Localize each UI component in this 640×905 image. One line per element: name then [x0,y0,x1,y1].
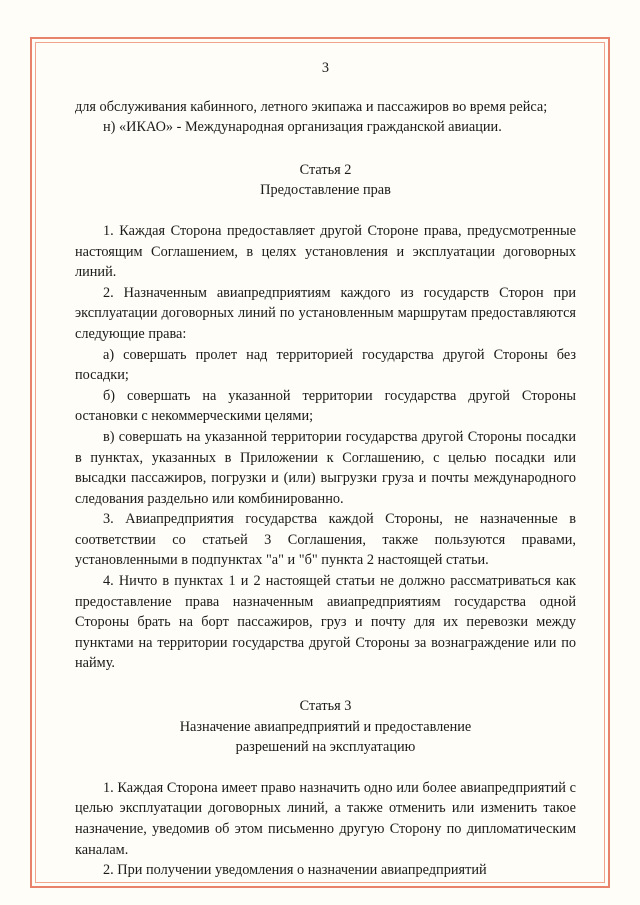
article-3-para-2: 2. При получении уведомления о назначении авиапредприятий [103,862,487,879]
article-3-para-1: 1. Каждая Сторона имеет право назначить одно или более авиапредприятий с целью эксплуатации договорных линий, а также отменить или изменить такое назначение, уведомив об этом письменно другую Сторону по дипломатическим каналам. [75,779,576,858]
article-2-title: Предоставление прав [260,182,391,199]
article-2-para-2b: б) совершать на указанной территории государства другой Стороны остановки с некоммерческими целями; [75,387,576,425]
article-3-title-line-2: разрешений на эксплуатацию [235,739,416,756]
article-2-para-1: 1. Каждая Сторона предоставляет другой Стороне права, предусмотренные настоящим Соглашением, в целях установления и эксплуатации договорных линий. [75,222,576,281]
article-2-para-4: 4. Ничто в пунктах 1 и 2 настоящей статьи не должно рассматриваться как предоставление права назначенным авиапредприятиям государства одной Стороны брать на борт пассажиров, груз и почту для их перевозки между пунктами на территории государства другой Стороны за вознаграждение или по найму. [75,573,576,672]
continued-line: для обслуживания кабинного, летного экипажа и пассажиров во время рейса; [75,98,548,115]
article-2-para-2: 2. Назначенным авиапредприятиям каждого из государств Сторон при эксплуатации договорных линий по установленным маршрутам предоставляются следующие права: [75,284,576,342]
article-3-heading: Статья 3 [299,698,352,715]
definition-item-n: н) «ИКАО» - Международная организация гражданской авиации. [103,119,502,136]
article-2-para-3: 3. Авиапредприятия государства каждой Стороны, не назначенные в соответствии со статьей 3 Соглашения, также пользуются правами, установленными в подпунктах "а" и "б" пункта 2 настоящей статьи. [75,511,576,569]
document-body [75,58,576,881]
article-2-heading: Статья 2 [299,161,352,178]
article-2-para-2a: а) совершать пролет над территорией государства другой Стороны без посадки; [75,346,576,384]
article-2-para-2v: в) совершать на указанной территории государства другой Стороны посадки в пунктах, указанных в Приложении к Соглашению, с целью посадки или высадки пассажиров, погрузки и (или) выгрузки груза и почты международного следования раздельно или комбинированно. [75,428,576,507]
page-number: 3 [321,60,330,76]
article-3-title-line-1: Назначение авиапредприятий и предоставление [179,718,472,735]
